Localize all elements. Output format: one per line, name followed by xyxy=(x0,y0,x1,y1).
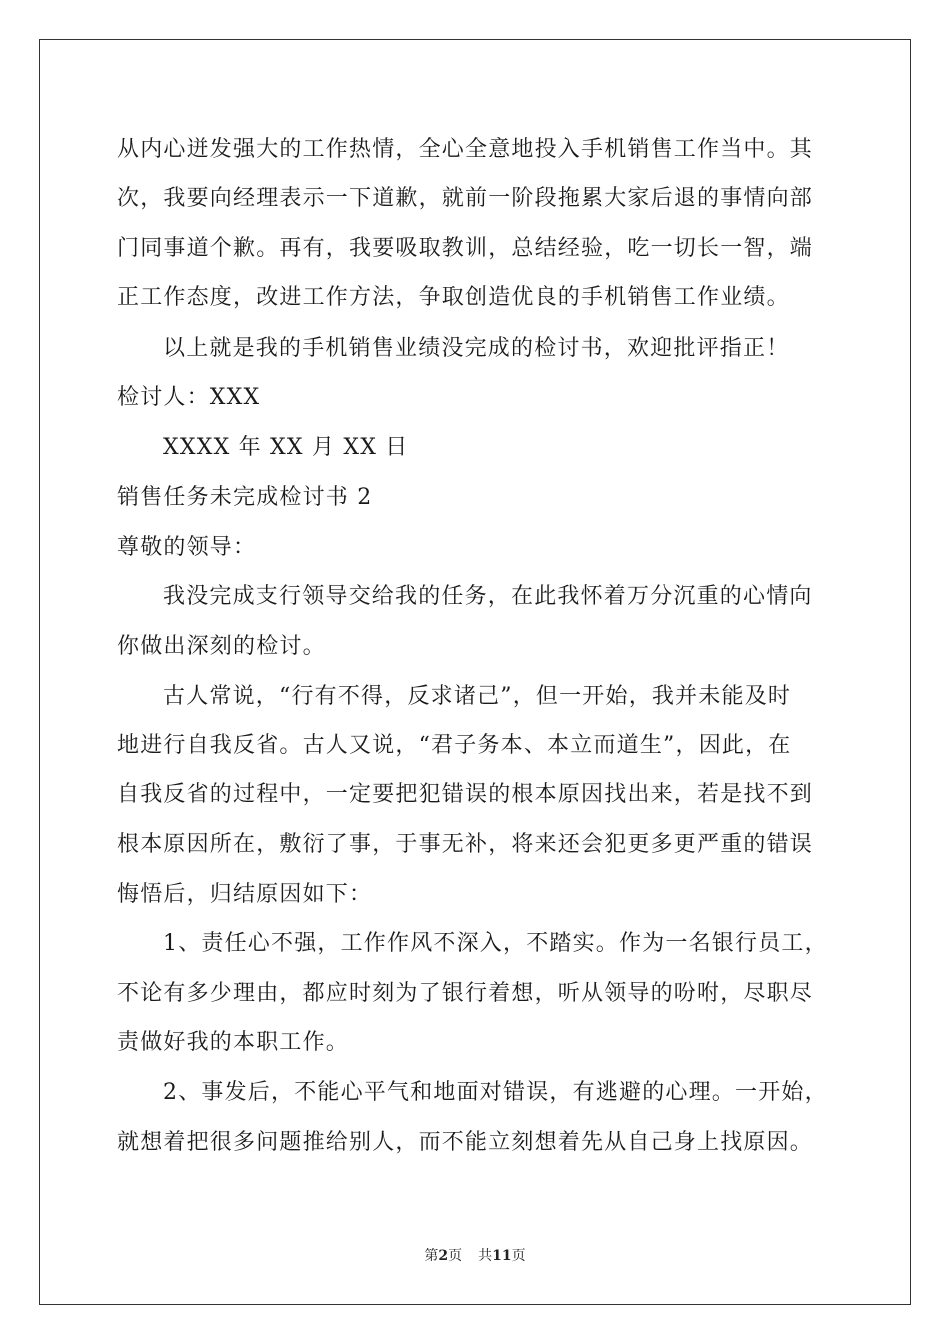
text-line: 古人常说，“行有不得，反求诸己”，但一开始，我并未能及时 xyxy=(163,684,792,709)
text-line: 门同事道个歉。再有，我要吸取教训，总结经验，吃一切长一智，端 xyxy=(117,236,814,261)
text-line: 从内心迸发强大的工作热情，全心全意地投入手机销售工作当中。其 xyxy=(117,137,814,162)
date-line: XXXX 年 XX 月 XX 日 xyxy=(163,435,409,460)
text-line: 就想着把很多问题推给别人，而不能立刻想着先从自己身上找原因。 xyxy=(117,1130,814,1155)
page-current: 2 xyxy=(438,1248,449,1264)
text-line: 1、责任心不强，工作作风不深入，不踏实。作为一名银行员工， xyxy=(163,931,828,956)
total-suffix: 页 xyxy=(511,1248,526,1264)
page-suffix: 页 xyxy=(448,1248,463,1264)
total-prefix: 共 xyxy=(478,1248,493,1264)
text-line: 2、事发后，不能心平气和地面对错误，有逃避的心理。一开始， xyxy=(163,1080,828,1105)
text-line: 我没完成支行领导交给我的任务，在此我怀着万分沉重的心情向 xyxy=(163,584,813,609)
page-border xyxy=(39,39,911,1305)
closing-line: 以上就是我的手机销售业绩没完成的检讨书，欢迎批评指正！ xyxy=(163,336,790,361)
salutation: 尊敬的领导： xyxy=(117,535,257,560)
page-prefix: 第 xyxy=(424,1248,439,1264)
text-line: 根本原因所在，敷衍了事，于事无补，将来还会犯更多更严重的错误 xyxy=(117,832,814,857)
text-line: 你做出深刻的检讨。 xyxy=(117,634,326,659)
text-line: 次，我要向经理表示一下道歉，就前一阶段拖累大家后退的事情向部 xyxy=(117,186,814,211)
text-line: 地进行自我反省。古人又说，“君子务本、本立而道生”，因此，在 xyxy=(117,733,792,758)
section-title: 销售任务未完成检讨书 2 xyxy=(117,485,373,510)
text-line: 自我反省的过程中，一定要把犯错误的根本原因找出来，若是找不到 xyxy=(117,782,814,807)
page-footer xyxy=(0,1247,950,1265)
text-line: 不论有多少理由，都应时刻为了银行着想，听从领导的吩咐，尽职尽 xyxy=(117,981,814,1006)
signature-line: 检讨人：XXX xyxy=(117,385,261,410)
text-line: 正工作态度，改进工作方法，争取创造优良的手机销售工作业绩。 xyxy=(117,285,790,310)
text-line: 责做好我的本职工作。 xyxy=(117,1030,350,1055)
page-total: 11 xyxy=(492,1248,512,1264)
text-line: 悔悟后，归结原因如下： xyxy=(117,882,373,907)
